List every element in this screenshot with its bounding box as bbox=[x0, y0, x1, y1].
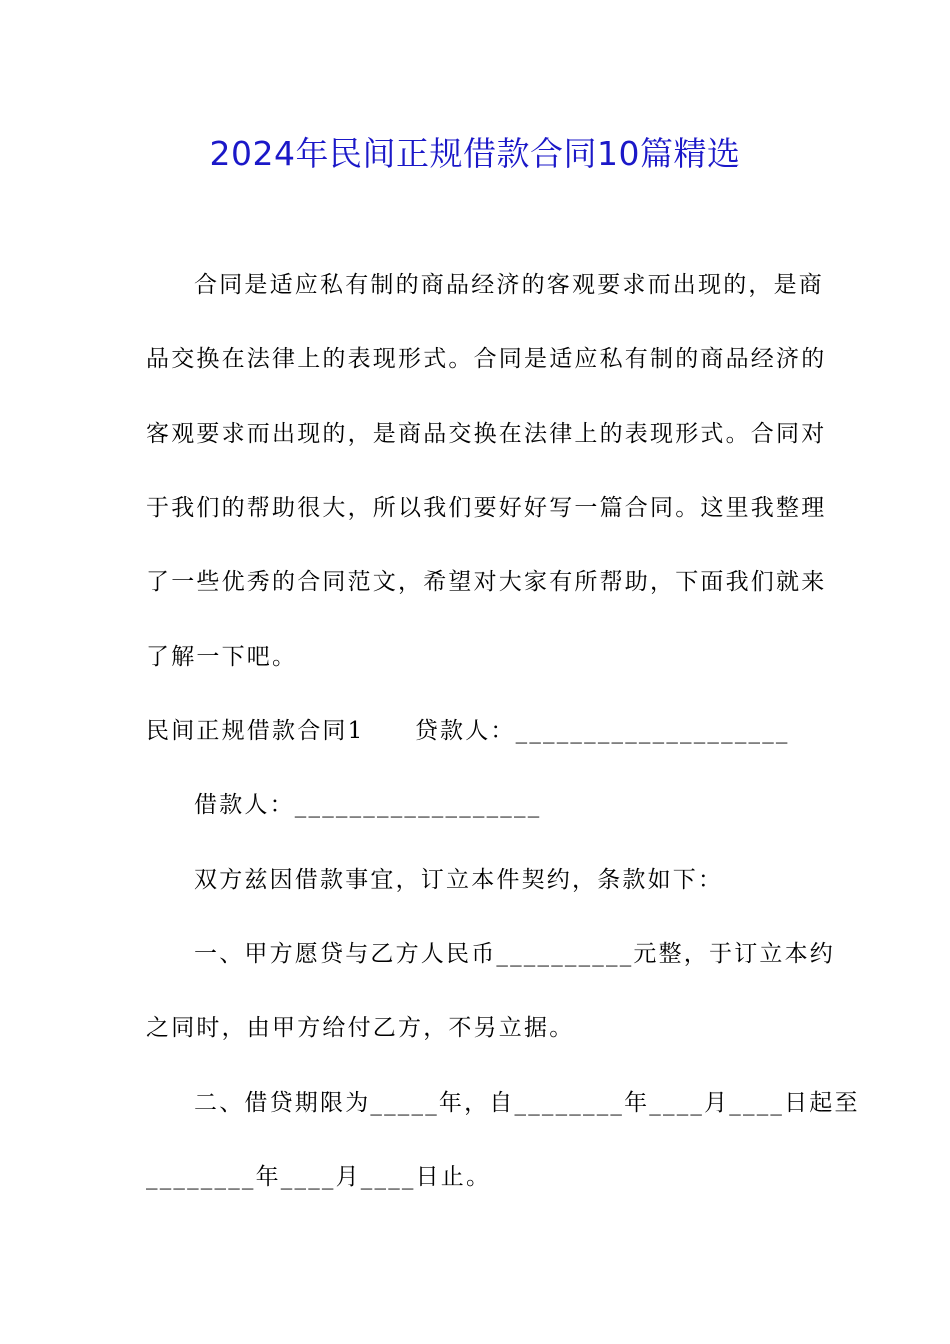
intro-line-4: 于我们的帮助很大，所以我们要好好写一篇合同。这里我整理 bbox=[146, 495, 827, 521]
preamble-line: 双方兹因借款事宜，订立本件契约，条款如下： bbox=[194, 867, 724, 893]
clause2-line-1: 二、借贷期限为_____年，自________年____月____日起至 bbox=[194, 1090, 860, 1116]
document-title: 2024年民间正规借款合同10篇精选 bbox=[209, 134, 741, 173]
borrower-line: 借款人：__________________ bbox=[194, 792, 542, 818]
intro-line-3: 客观要求而出现的，是商品交换在法律上的表现形式。合同对 bbox=[146, 421, 827, 447]
intro-line-5: 了一些优秀的合同范文，希望对大家有所帮助，下面我们就来 bbox=[146, 569, 827, 595]
contract-heading: 民间正规借款合同1 贷款人：____________________ bbox=[146, 718, 790, 744]
intro-line-6: 了解一下吧。 bbox=[146, 644, 298, 670]
intro-line-2: 品交换在法律上的表现形式。合同是适应私有制的商品经济的 bbox=[146, 346, 827, 372]
intro-line-1: 合同是适应私有制的商品经济的客观要求而出现的，是商 bbox=[194, 272, 824, 298]
clause2-line-2: ________年____月____日止。 bbox=[146, 1164, 492, 1190]
clause1-line-2: 之同时，由甲方给付乙方，不另立据。 bbox=[146, 1015, 575, 1041]
clause1-line-1: 一、甲方愿贷与乙方人民币__________元整，于订立本约 bbox=[194, 941, 835, 967]
